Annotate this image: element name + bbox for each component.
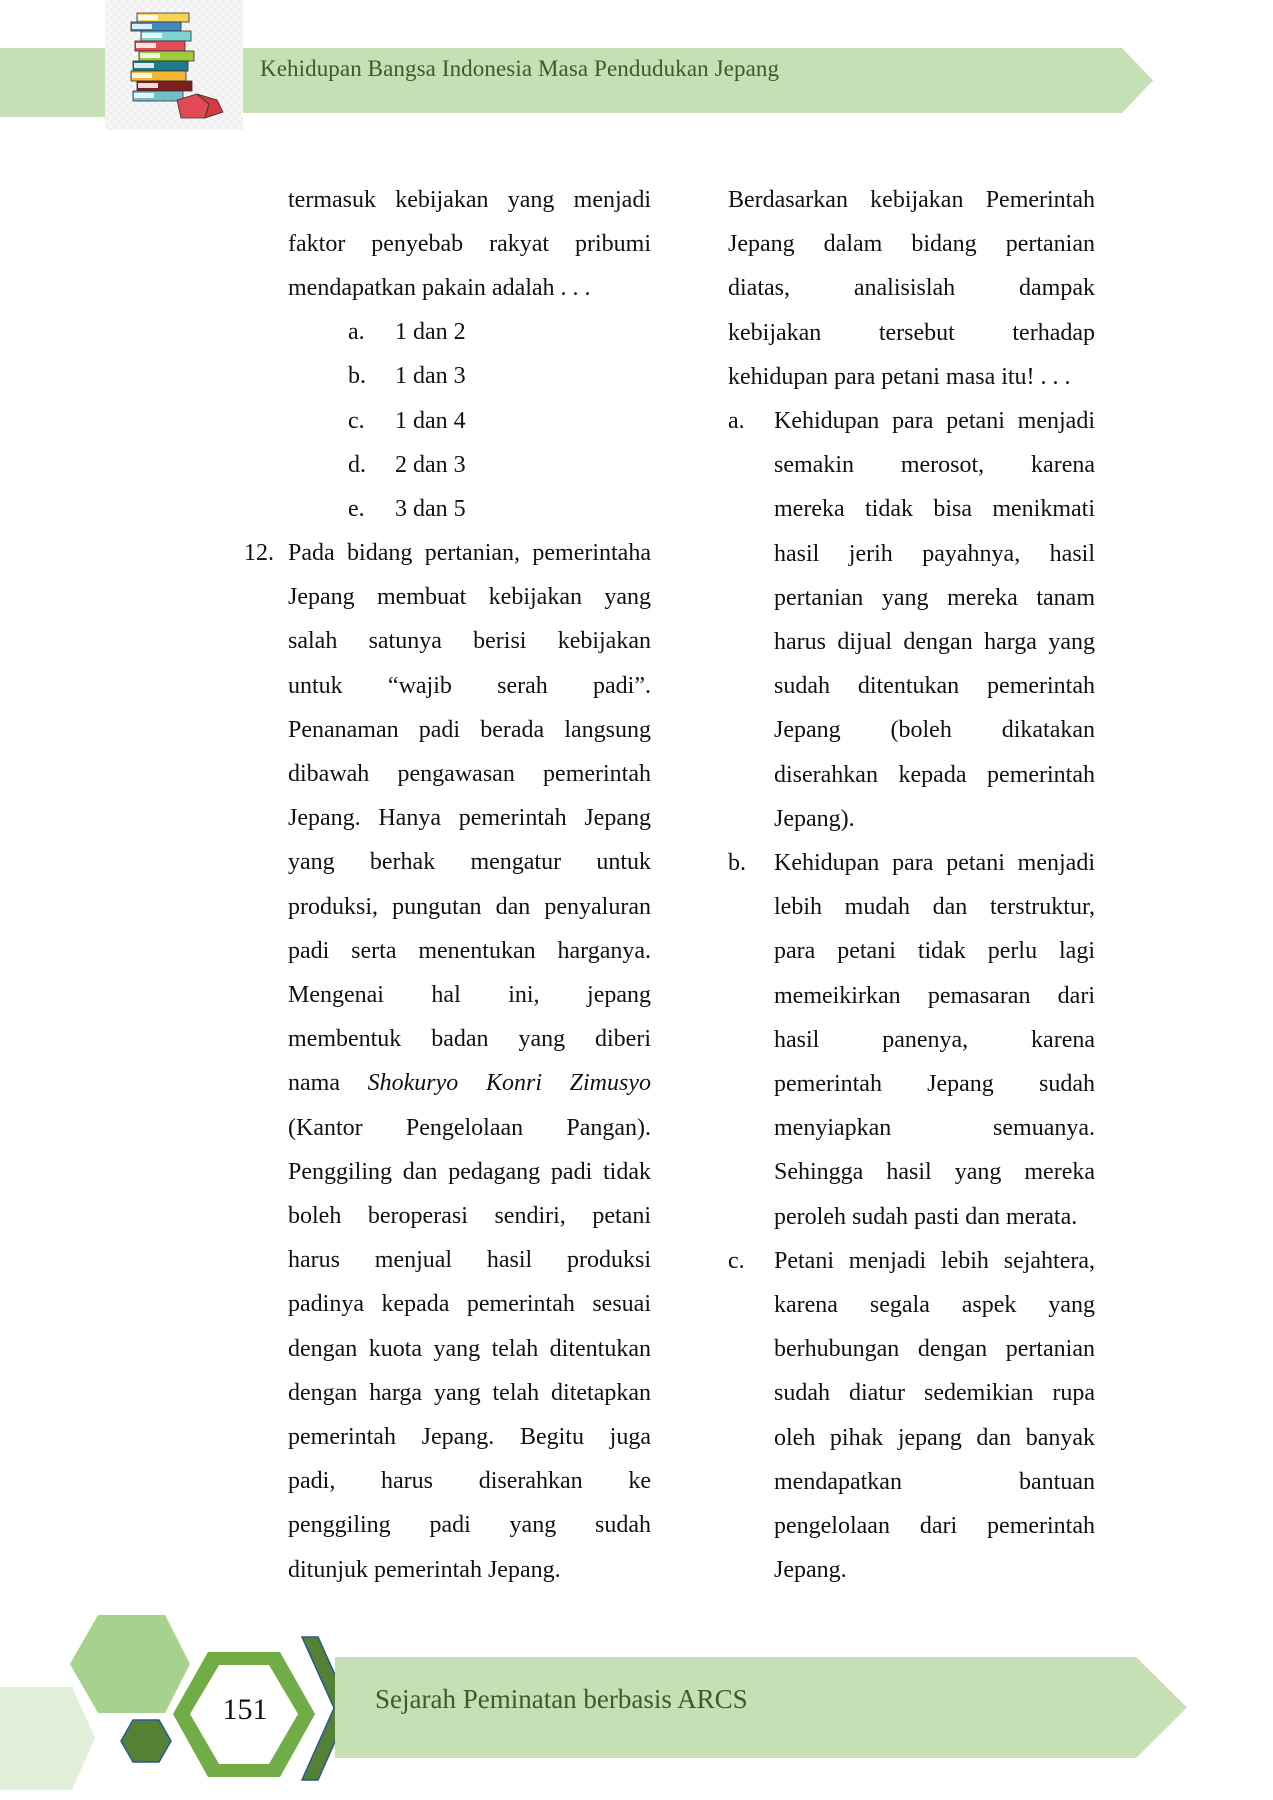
q12-line: dibawah pengawasan pemerintah [288, 761, 651, 787]
question-number: 12. [244, 540, 274, 566]
italic-term: Shokuryo Konri Zimusyo [367, 1070, 651, 1097]
book-title: Sejarah Peminatan berbasis ARCS [375, 1684, 748, 1714]
option-line: hasil panenya, karena [774, 1026, 1095, 1053]
q12-line: Pada bidang pertanian, pemerintaha [288, 540, 651, 566]
q12-line: (Kantor Pengelolaan Pangan). [288, 1114, 651, 1141]
option-line: oleh pihak jepang dan banyak [774, 1424, 1095, 1451]
q11-line: faktor penyebab rakyat pribumi [288, 231, 651, 257]
option-line: menyiapkan semuanya. [774, 1115, 1095, 1142]
option-letter: b. [348, 363, 366, 389]
option-line: Petani menjadi lebih sejahtera, [774, 1247, 1095, 1274]
option-line: mendapatkan bantuan [774, 1468, 1095, 1495]
page-number: 151 [222, 1693, 268, 1726]
question-line: kebijakan tersebut terhadap [728, 319, 1095, 346]
books-illustration [105, 0, 243, 130]
option-text: 1 dan 3 [395, 363, 466, 389]
option-line: Kehidupan para petani menjadi [774, 850, 1095, 876]
q12-line: Jepang. Hanya pemerintah Jepang [288, 805, 651, 832]
option-line: Sehingga hasil yang mereka [774, 1159, 1095, 1186]
option-line: para petani tidak perlu lagi [774, 938, 1095, 965]
option-letter: a. [348, 319, 365, 345]
q12-line: harus menjual hasil produksi [288, 1247, 651, 1274]
option-line: sudah ditentukan pemerintah [774, 673, 1095, 700]
option-line: lebih mudah dan terstruktur, [774, 894, 1095, 921]
option-line: sudah diatur sedemikian rupa [774, 1380, 1095, 1407]
option-text: 1 dan 4 [395, 408, 466, 434]
question-line: Jepang dalam bidang pertanian [728, 231, 1095, 258]
option-line: peroleh sudah pasti dan merata. [774, 1203, 1078, 1230]
option-line: Jepang). [774, 805, 855, 832]
option-line: diserahkan kepada pemerintah [774, 761, 1095, 788]
option-line: pengelolaan dari pemerintah [774, 1513, 1095, 1539]
light-hexagon [0, 1687, 95, 1790]
q12-line: ditunjuk pemerintah Jepang. [288, 1556, 561, 1583]
q12-line: boleh beroperasi sendiri, petani [288, 1203, 651, 1229]
option-letter: c. [348, 408, 365, 434]
q12-line: Penanaman padi berada langsung [288, 716, 651, 743]
q12-line: padinya kepada pemerintah sesuai [288, 1291, 651, 1318]
q12-line: Mengenai hal ini, jepang [288, 982, 651, 1008]
option-line: Jepang (boleh dikatakan [774, 717, 1095, 744]
q12-line: Jepang membuat kebijakan yang [288, 584, 651, 611]
chapter-title: Kehidupan Bangsa Indonesia Masa Pendudukan Jepang [260, 56, 780, 81]
option-letter: c. [728, 1247, 745, 1274]
option-line: Jepang. [774, 1557, 847, 1584]
q12-line: pemerintah Jepang. Begitu juga [288, 1424, 651, 1450]
q12-line: Penggiling dan pedagang padi tidak [288, 1158, 651, 1185]
q12-line: membentuk badan yang diberi [288, 1026, 651, 1053]
option-line: karena segala aspek yang [774, 1292, 1095, 1318]
q12-line: padi, harus diserahkan ke [288, 1468, 651, 1495]
question-line: diatas, analisislah dampak [728, 275, 1095, 302]
option-line: Kehidupan para petani menjadi [774, 408, 1095, 434]
option-line: mereka tidak bisa menikmati [774, 496, 1095, 523]
header-left-bar [0, 48, 111, 117]
q12-line: penggiling padi yang sudah [288, 1512, 651, 1539]
q12-line: dengan harga yang telah ditetapkan [288, 1379, 651, 1406]
option-line: harus dijual dengan harga yang [774, 629, 1095, 655]
q12-line: yang berhak mengatur untuk [288, 849, 651, 876]
small-dark-hexagon [121, 1720, 171, 1762]
option-text: 1 dan 2 [395, 319, 466, 345]
question-line: kehidupan para petani masa itu! . . . [728, 363, 1071, 390]
option-line: hasil jerih payahnya, hasil [774, 540, 1095, 567]
stack-of-books-icon [105, 0, 243, 130]
option-letter: e. [348, 496, 365, 522]
q11-line: mendapatkan pakain adalah . . . [288, 275, 591, 301]
option-letter: b. [728, 850, 746, 876]
q12-line: padi serta menentukan harganya. [288, 937, 651, 964]
q12-line [288, 1061, 651, 1105]
q12-line: untuk “wajib serah padi”. [288, 672, 651, 699]
q12-line: salah satunya berisi kebijakan [288, 628, 651, 655]
option-line: semakin merosot, karena [774, 452, 1095, 479]
option-text: 3 dan 5 [395, 496, 466, 522]
medium-hexagon [70, 1615, 190, 1713]
option-line: memeikirkan pemasaran dari [774, 982, 1095, 1009]
question-line: Berdasarkan kebijakan Pemerintah [728, 187, 1095, 213]
q12-line: dengan kuota yang telah ditentukan [288, 1335, 651, 1362]
q12-line: produksi, pungutan dan penyaluran [288, 893, 651, 920]
option-line: pemerintah Jepang sudah [774, 1071, 1095, 1097]
option-letter: d. [348, 452, 366, 478]
q12-word: nama [288, 1070, 340, 1097]
option-line: pertanian yang mereka tanam [774, 584, 1095, 611]
option-line: berhubungan dengan pertanian [774, 1336, 1095, 1363]
option-text: 2 dan 3 [395, 452, 466, 478]
option-letter: a. [728, 408, 745, 434]
q11-line: termasuk kebijakan yang menjadi [288, 187, 651, 213]
